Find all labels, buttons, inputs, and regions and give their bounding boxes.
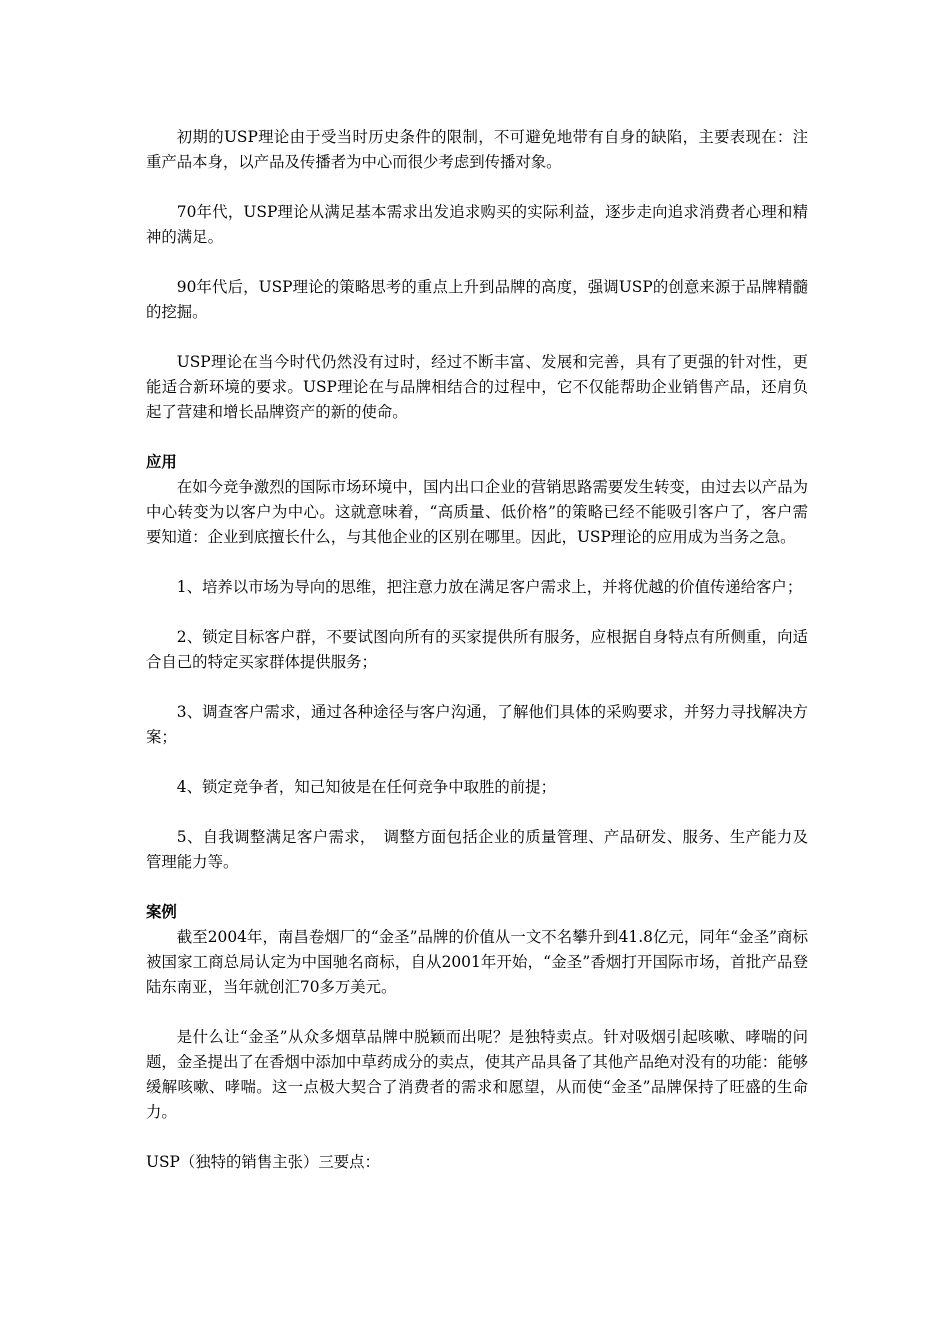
case-paragraph-1: 截至2004年，南昌卷烟厂的“金圣”品牌的价值从一文不名攀升到41.8亿元，同年“金圣”商标被国家工商总局认定为中国驰名商标，自从2001年开始，“金圣”香烟打开国际市场，首批产品登陆东南亚，当年就创汇70多万美元。 — [146, 928, 808, 996]
application-section — [146, 450, 808, 875]
application-point-2: 2、锁定目标客户群，不要试图向所有的买家提供所有服务，应根据自身特点有所侧重，向适合自己的特定买家群体提供服务； — [146, 628, 808, 671]
case-heading: 案例 — [146, 903, 177, 921]
intro-paragraph-3: 90年代后，USP理论的策略思考的重点上升到品牌的高度，强调USP的创意来源于品牌精髓的挖掘。 — [146, 278, 808, 321]
application-paragraph-1: 在如今竞争激烈的国际市场环境中，国内出口企业的营销思路需要发生转变，由过去以产品为中心转变为以客户为中心。这就意味着，“高质量、低价格”的策略已经不能吸引客户了，客户需要知道：企业到底擅长什么，与其他企业的区别在哪里。因此，USP理论的应用成为当务之急。 — [146, 478, 808, 546]
application-point-3: 3、调查客户需求，通过各种途径与客户沟通，了解他们具体的采购要求，并努力寻找解决方案； — [146, 703, 808, 746]
application-point-1: 1、培养以市场为导向的思维，把注意力放在满足客户需求上，并将优越的价值传递给客户； — [176, 578, 803, 596]
application-point-4: 4、锁定竞争者，知己知彼是在任何竞争中取胜的前提； — [176, 778, 556, 796]
case-paragraph-2: 是什么让“金圣”从众多烟草品牌中脱颖而出呢？是独特卖点。针对吸烟引起咳嗽、哮喘的问题，金圣提出了在香烟中添加中草药成分的卖点，使其产品具备了其他产品绝对没有的功能：能够缓解咳嗽、哮喘。这一点极大契合了消费者的需求和愿望，从而使“金圣”品牌保持了旺盛的生命力。 — [146, 1028, 808, 1121]
application-point-5: 5、自我调整满足客户需求， 调整方面包括企业的质量管理、产品研发、服务、生产能力及管理能力等。 — [146, 828, 808, 871]
intro-paragraph-2: 70年代，USP理论从满足基本需求出发追求购买的实际利益，逐步走向追求消费者心理和精神的满足。 — [146, 203, 808, 246]
intro-paragraph-1: 初期的USP理论由于受当时历史条件的限制，不可避免地带有自身的缺陷，主要表现在：注重产品本身，以产品及传播者为中心而很少考虑到传播对象。 — [146, 128, 808, 171]
case-section — [146, 900, 808, 1175]
application-heading: 应用 — [146, 453, 177, 471]
intro-paragraph-4: USP理论在当今时代仍然没有过时，经过不断丰富、发展和完善，具有了更强的针对性，更能适合新环境的要求。USP理论在与品牌相结合的过程中，它不仅能帮助企业销售产品，还肩负起了营建和增长品牌资产的新的使命。 — [146, 353, 808, 421]
document-page — [146, 125, 808, 1200]
usp-three-points-line: USP（独特的销售主张）三要点： — [146, 1153, 380, 1171]
